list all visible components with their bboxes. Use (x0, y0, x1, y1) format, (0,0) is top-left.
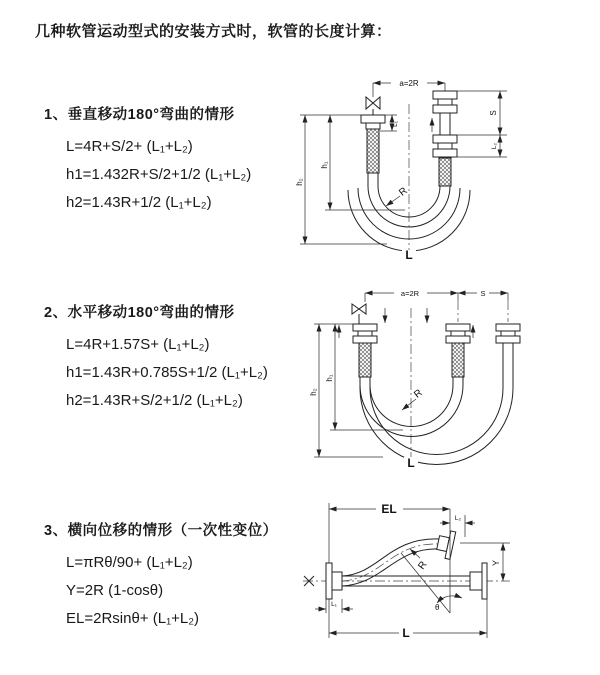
dimension-h2 (309, 324, 383, 457)
dimension-h1 (300, 115, 405, 210)
section-1-formula-h2: h2=1.43R+1/2 (L₁+L₂) (66, 194, 212, 211)
valve-icon (366, 97, 380, 115)
length-label: L (407, 456, 415, 470)
diagram-vertical-180-bend (295, 70, 580, 262)
page-title: 几种软管运动型式的安装方式时，软管的长度计算： (35, 23, 392, 40)
dimension-s (458, 287, 508, 300)
left-flange-fitting (353, 324, 377, 343)
dimension-a2r (365, 287, 458, 302)
section-1-formula-L: L=4R+S/2+ (L₁+L₂) (66, 138, 193, 155)
section-2-heading: 2、水平移动180°弯曲的情形 (44, 305, 235, 321)
dim-label-l2: L₂ (454, 515, 462, 522)
diagram-lateral-displacement (298, 497, 598, 662)
angle-theta (435, 596, 462, 612)
displaced-flange-fitting (435, 529, 455, 560)
section-3-heading: 3、横向位移的情形（一次性变位） (44, 523, 278, 539)
theta-label: θ (435, 603, 440, 612)
length-label: L (405, 248, 413, 262)
radius-label: R (416, 559, 430, 572)
section-3-text (44, 519, 319, 633)
radius-callout (410, 549, 430, 572)
y-label: Y (491, 559, 501, 567)
dim-label-a2r: a=2R (399, 79, 419, 88)
section-3-formula-L: L=πRθ/90+ (L₁+L₂) (66, 554, 193, 571)
valve-icon (352, 304, 366, 324)
dim-label-s: S (480, 289, 486, 298)
radius-callout (386, 185, 410, 206)
dim-label-l1: L₁ (331, 601, 337, 608)
diagram-1-svg (295, 70, 580, 262)
left-braided-hose (359, 343, 371, 377)
right-flange-fitting (470, 563, 487, 599)
hose-u-bend-position-1 (360, 385, 463, 437)
radius-label: R (397, 185, 410, 199)
dim-label-s: S (489, 110, 498, 116)
section-2-formula-h1: h1=1.43R+0.785S+1/2 (L₁+L₂) (66, 364, 268, 381)
section-3-formula-Y: Y=2R (1-cosθ) (66, 582, 164, 599)
hose-u-bend-position-2 (360, 388, 513, 465)
dim-label-h2: h₂ (295, 178, 304, 186)
hose-displaced-position (342, 539, 440, 586)
dim-label-a2r: a=2R (400, 289, 420, 298)
right-flange-fitting-moved (496, 324, 520, 343)
diagram-horizontal-180-bend (303, 280, 595, 470)
radius-callout (402, 387, 425, 410)
right-flange-fitting-raised (433, 91, 457, 113)
length-label: L (402, 626, 410, 640)
middle-braided-hose (452, 343, 464, 377)
section-2-text (44, 301, 319, 415)
middle-flange-fitting (446, 324, 470, 343)
left-flange-fitting (361, 115, 385, 129)
construction-radius-line (401, 553, 450, 613)
dimension-l2 (440, 515, 475, 537)
diagram-3-svg (298, 497, 598, 662)
left-flange-fitting (326, 563, 342, 599)
dimension-s (457, 91, 507, 135)
dimension-l2 (453, 135, 507, 157)
dimension-l1 (315, 599, 353, 613)
dim-label-l2: L₂ (491, 142, 498, 150)
section-2-formula-L: L=4R+1.57S+ (L₁+L₂) (66, 336, 210, 353)
radius-label: R (412, 387, 425, 401)
diagram-2-svg (303, 280, 595, 470)
section-3-formula-EL: EL=2Rsinθ+ (L₁+L₂) (66, 610, 200, 627)
el-label: EL (381, 502, 397, 516)
dim-label-h1: h₁ (320, 161, 329, 169)
right-flange-fitting-lower (433, 135, 457, 157)
section-2-formula-h2: h2=1.43R+S/2+1/2 (L₁+L₂) (66, 392, 243, 409)
section-1-formula-h1: h1=1.432R+S/2+1/2 (L₁+L₂) (66, 166, 252, 183)
section-1-text (44, 103, 319, 217)
section-1-heading: 1、垂直移动180°弯曲的情形 (44, 107, 235, 123)
dim-label-h1: h₁ (325, 374, 334, 382)
dimension-l (329, 599, 487, 640)
left-braided-hose (367, 129, 379, 173)
right-braided-hose (439, 158, 451, 186)
dim-label-l1: L₁ (392, 121, 399, 127)
dim-label-h2: h₂ (309, 388, 318, 396)
